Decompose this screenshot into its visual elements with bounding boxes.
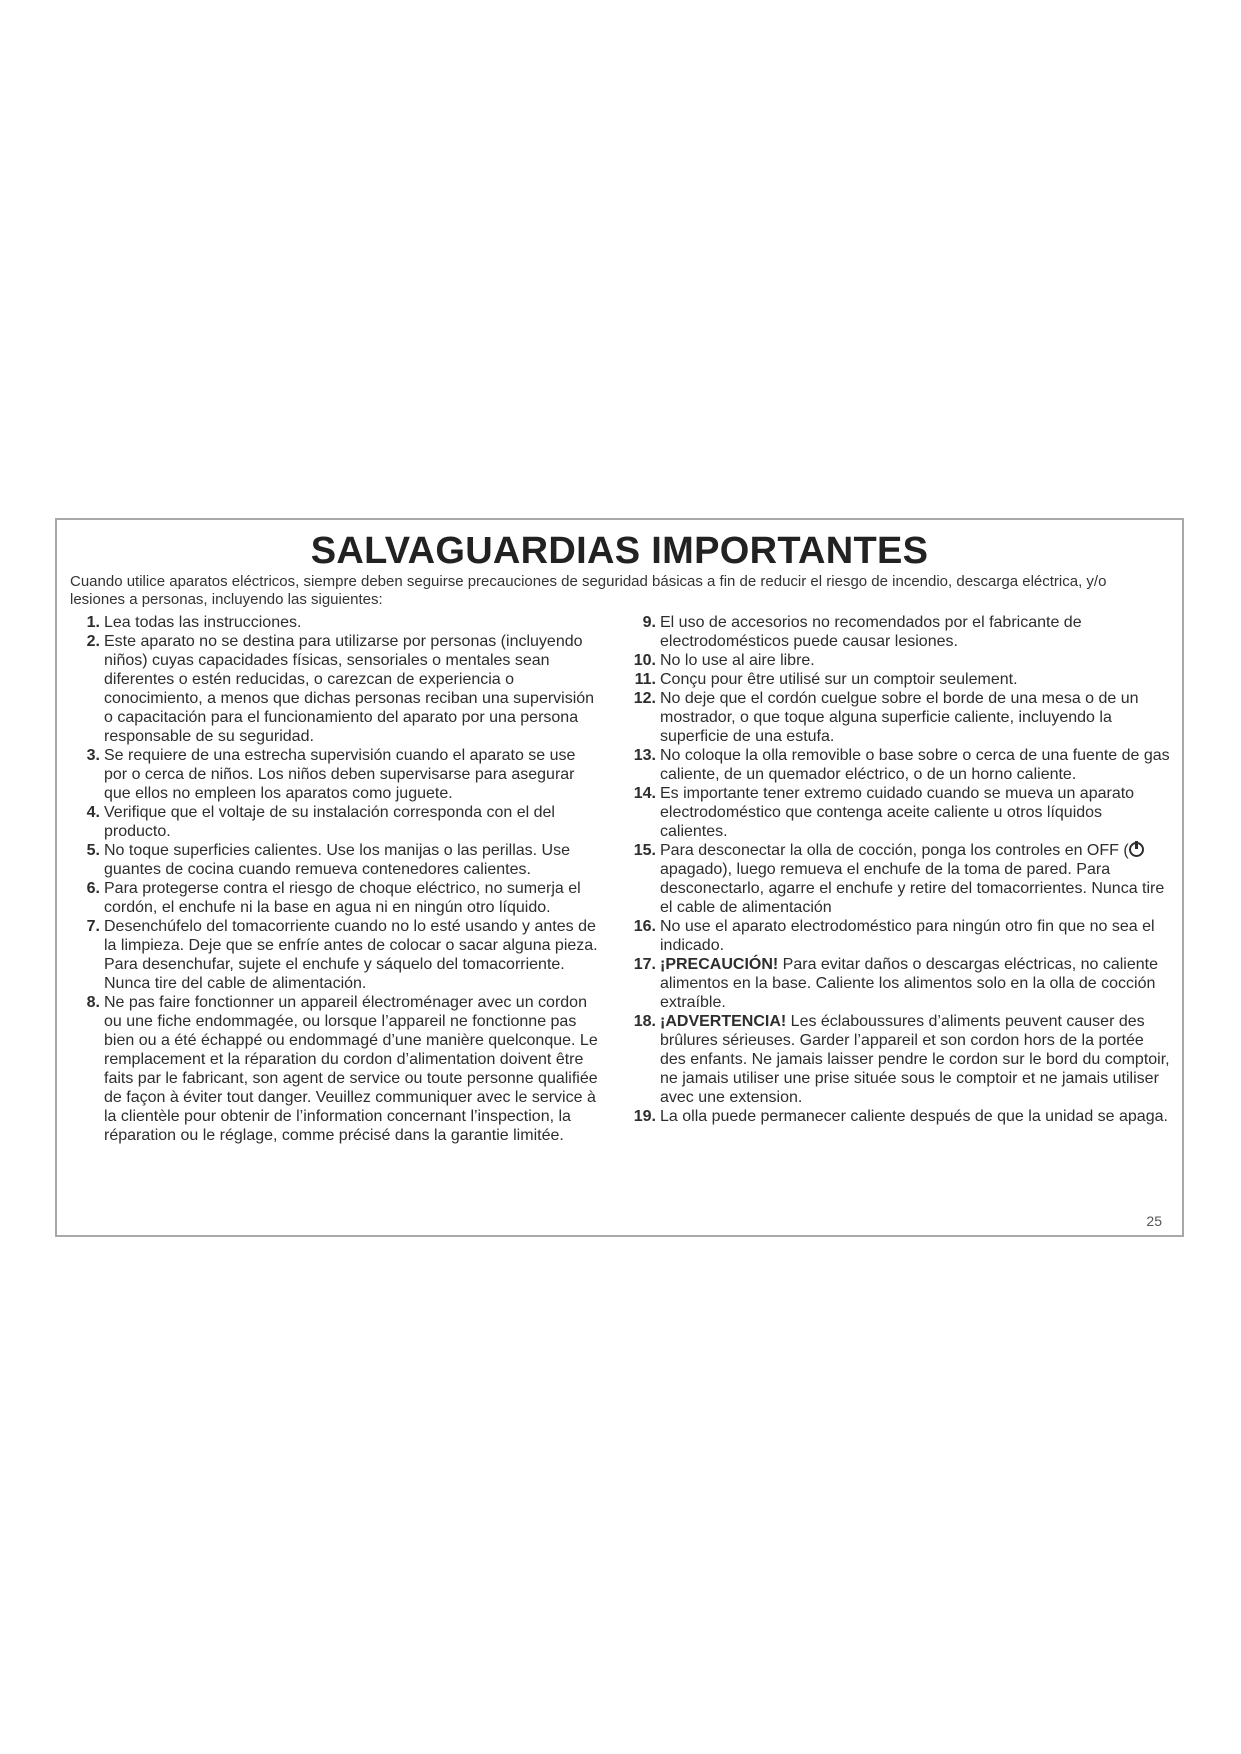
list-item: 11. Conçu pour être utilisé sur un comptoir seulement. [634,671,1018,688]
list-item: 19. La olla puede permanecer caliente después de que la unidad se apaga. [633,1108,1168,1125]
list-item: 5. No toque superficies calientes. Use los manijas o las perillas. Use guantes de cocina cuando remueva contenedores calientes. [86,842,570,878]
list-item: 18. ¡ADVERTENCIA! Les éclaboussures d’aliments peuvent causer des brûlures sérieuses. Garder l’appareil et son cordon hors de la portée des enfants. Ne jamais laisser pendre le cordon sur le bord du comptoir, ne jamais utiliser une prise située sous le comptoir et ne jamais utiliser avec une extension. [633,1013,1170,1106]
page-number: 25 [1146,1213,1162,1229]
list-item: 15. Para desconectar la olla de cocción, ponga los controles en OFF (apagado), luego remueva el enchufe de la toma de pared. Para desconectarlo, agarre el enchufe y retire del tomacorrientes. Nunca tire el cable de alimentación [633,842,1165,916]
safeguards-box [55,518,1184,1237]
power-icon [1129,842,1144,857]
list-item: 9. El uso de accesorios no recomendados por el fabricante de electrodomésticos puede causar lesiones. [642,614,1082,650]
list-item: 1. Lea todas las instrucciones. [86,614,302,631]
list-item: 16. No use el aparato electrodoméstico para ningún otro fin que no sea el indicado. [633,918,1155,954]
list-item: 2. Este aparato no se destina para utilizarse por personas (incluyendo niños) cuyas capacidades físicas, sensoriales o mentales sean diferentes o estén reducidas, o carezcan de experiencia o conocimiento, a menos que dichas personas reciban una supervisión o capacitación para el funcionamiento del aparato por una persona responsable de su seguridad. [86,633,595,745]
list-item: 12. No deje que el cordón cuelgue sobre el borde de una mesa o de un mostrador, o que toque alguna superficie caliente, incluyendo la superficie de una estufa. [633,690,1139,745]
list-item: 6. Para protegerse contra el riesgo de choque eléctrico, no sumerja el cordón, el enchufe ni la base en agua ni en ningún otro líquido. [86,880,581,916]
list-item: 7. Desenchúfelo del tomacorriente cuando no lo esté usando y antes de la limpieza. Deje que se enfríe antes de colocar o sacar alguna pieza. Para desenchufar, sujete el enchufe y sáquelo del tomacorriente. Nunca tire del cable de alimentación. [86,918,598,992]
safeguards-list-left [77,613,602,1145]
warning-label: ¡ADVERTENCIA! [660,1013,787,1030]
list-item: 3. Se requiere de una estrecha supervisión cuando el aparato se use por o cerca de niños. Los niños deben supervisarse para asegurar que ellos no empleen los aparatos como juguete. [86,747,576,802]
list-item: 10. No lo use al aire libre. [633,652,815,669]
safeguards-list-right [632,613,1172,1126]
intro-paragraph: Cuando utilice aparatos eléctricos, siempre deben seguirse precauciones de seguridad básicas a fin de reducir el riesgo de incendio, descarga eléctrica, y/o lesiones a personas, incluyendo las siguientes: [70,573,1107,608]
caution-label: ¡PRECAUCIÓN! [660,956,779,973]
list-item: 14. Es importante tener extremo cuidado cuando se mueva un aparato electrodoméstico que contenga aceite caliente u otros líquidos calientes. [633,785,1135,840]
list-item: 13. No coloque la olla removible o base sobre o cerca de una fuente de gas caliente, de un quemador eléctrico, o de un horno caliente. [633,747,1170,783]
list-item: 17. ¡PRECAUCIÓN! Para evitar daños o descargas eléctricas, no caliente alimentos en la base. Caliente los alimentos solo en la olla de cocción extraíble. [633,956,1158,1011]
list-item: 4. Verifique que el voltaje de su instalación corresponda con el del producto. [86,804,555,840]
list-item: 8. Ne pas faire fonctionner un appareil électroménager avec un cordon ou une fiche endommagée, ou lorsque l’appareil ne fonctionne pas bien ou a été échappé ou endommagé d’une manière quelconque. Le remplacement et la réparation du cordon d’alimentation doivent être faits par le fabricant, son agent de service ou toute personne qualifiée de façon à éviter tout danger. Veuillez communiquer avec le service à la clientèle pour obtenir de l’information concernant l’inspection, la réparation ou le réglage, comme précisé dans la garantie limitée. [86,994,598,1144]
page-title: SALVAGUARDIAS IMPORTANTES [310,530,929,572]
